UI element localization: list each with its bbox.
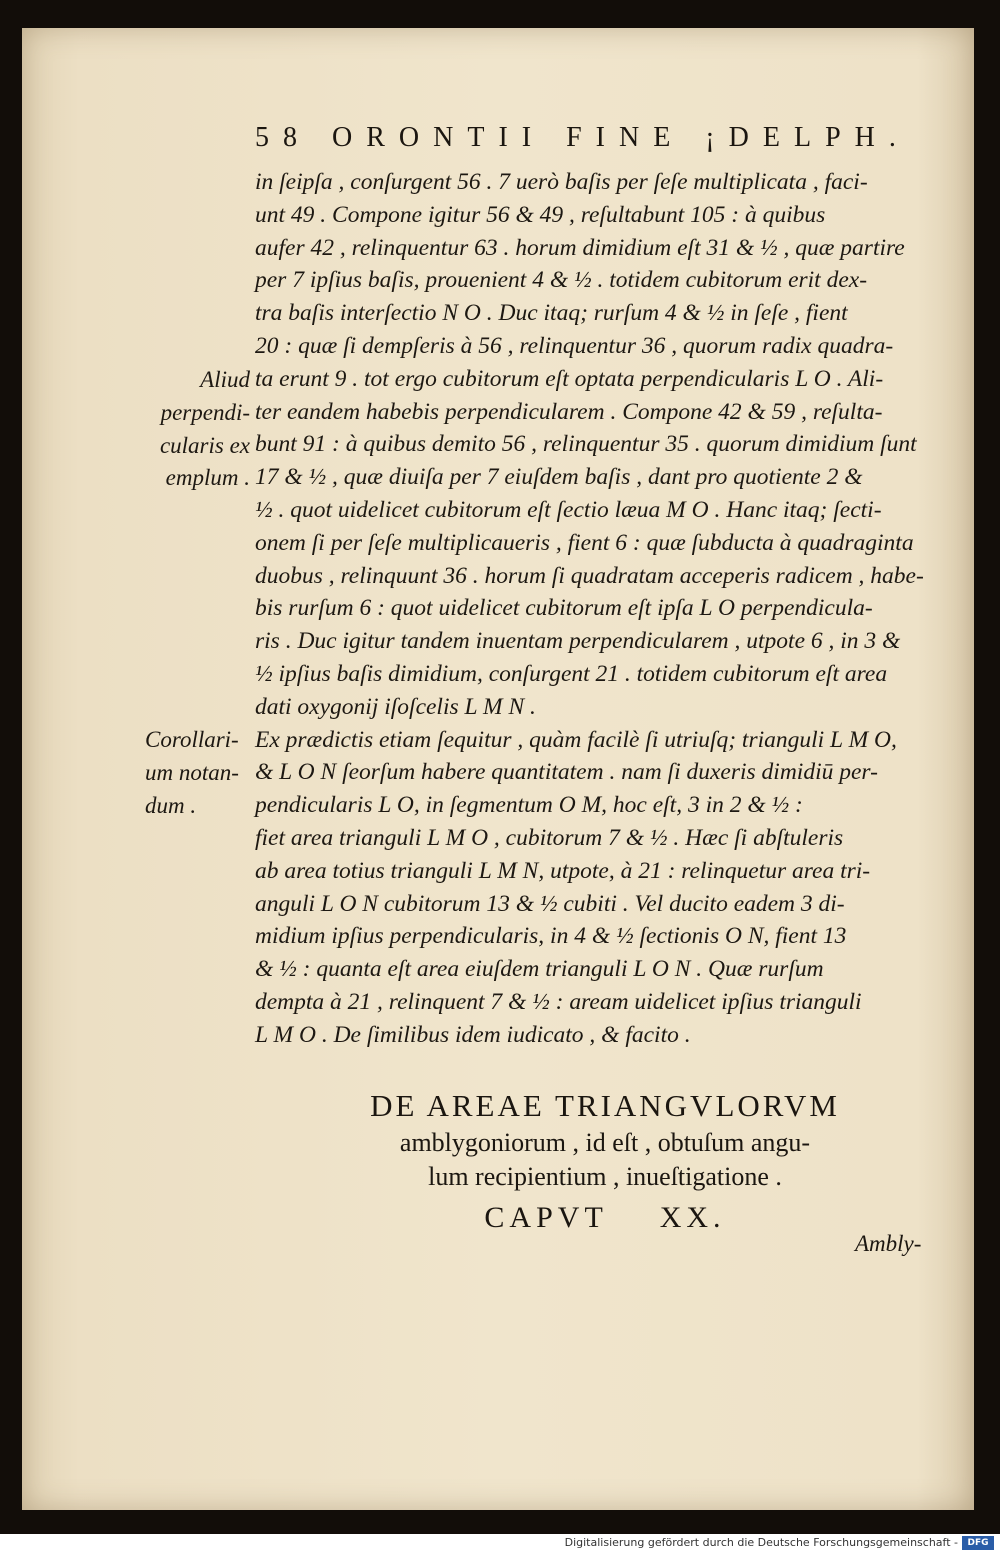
- text-line: in ſeipſa , conſurgent 56 . 7 uerò baſis per ſeſe multiplicata , faci-: [255, 169, 868, 195]
- text-line: dempta à 21 , relinquent 7 & ½ : aream uidelicet ipſius trianguli: [255, 988, 862, 1015]
- chapter-heading: [255, 1086, 955, 1238]
- dfg-logo: DFG: [962, 1536, 994, 1550]
- text-line: bis rurſum 6 : quot uidelicet cubitorum eſt ipſa L O perpendicula-: [255, 595, 873, 622]
- margin-note-line: Corollari-: [145, 727, 239, 752]
- text-line: unt 49 . Compone igitur 56 & 49 , reſultabunt 105 : à quibus: [255, 201, 826, 228]
- running-head: 58 ORONTII FINE ¡DELPH.: [255, 122, 910, 153]
- margin-note-line: Aliud: [200, 367, 250, 392]
- text-line: bunt 91 : à quibus demito 56 , relinquentur 35 . quorum dimidium ſunt: [255, 431, 917, 458]
- margin-note-line: cularis ex: [159, 432, 250, 458]
- chapter-title-line-2: amblygoniorum , id eſt , obtuſum angu-: [399, 1128, 811, 1157]
- text-line: ta erunt 9 . tot ergo cubitorum eſt optata perpendicularis L O . Ali-: [255, 365, 884, 392]
- margin-note-line: um notan-: [145, 759, 239, 785]
- text-line: dati oxygonij iſoſcelis L M N .: [255, 693, 536, 720]
- text-line: 17 & ½ , quæ diuiſa per 7 eiuſdem baſis , dant pro quotiente 2 &: [255, 464, 863, 491]
- text-line: 20 : quæ ſi dempſeris à 56 , relinquentur 36 , quorum radix quadra-: [255, 332, 894, 359]
- chapter-number: CAPVT XX.: [484, 1201, 726, 1234]
- text-line: per 7 ipſius baſis, prouenient 4 & ½ . totidem cubitorum erit dex-: [255, 267, 868, 294]
- text-line: Ex prædictis etiam ſequitur , quàm facilè ſi utriuſq; trianguli L M O,: [255, 726, 897, 753]
- chapter-title-line-3: lum recipientium , inueſtigatione .: [428, 1162, 782, 1191]
- text-line: & L O N ſeorſum habere quantitatem . nam ſi duxeris dimidiū per-: [255, 759, 878, 786]
- text-line: & ½ : quanta eſt area eiuſdem trianguli L O N . Quæ rurſum: [255, 956, 824, 983]
- margin-note-line: dum .: [145, 792, 197, 818]
- text-line: aufer 42 , relinquentur 63 . horum dimidium eſt 31 & ½ , quæ partire: [255, 234, 905, 261]
- footer-credit: Digitalisierung gefördert durch die Deutsche Forschungsgemeinschaft -: [564, 1536, 958, 1549]
- text-line: anguli L O N cubitorum 13 & ½ cubiti . Vel ducito eadem 3 di-: [255, 890, 845, 917]
- text-line: ter eandem habebis perpendicularem . Compone 42 & 59 , reſulta-: [255, 398, 883, 425]
- text-line: fiet area trianguli L M O , cubitorum 7 & ½ . Hæc ſi abſtuleris: [255, 824, 844, 851]
- text-line: ab area totius trianguli L M N, utpote, à 21 : relinquetur area tri-: [255, 857, 871, 884]
- text-line: ½ . quot uidelicet cubitorum eſt ſectio læua M O . Hanc itaq; ſecti-: [255, 496, 882, 523]
- text-line: ½ ipſius baſis dimidium, conſurgent 21 . totidem cubitorum eſt area: [255, 660, 888, 687]
- text-line: midium ipſius perpendicularis, in 4 & ½ ſectionis O N, fient 13: [255, 923, 847, 950]
- chapter-title-line-1: DE AREAE TRIANGVLORVM: [370, 1088, 840, 1123]
- text-line: onem ſi per ſeſe multiplicaueris , fient 6 : quæ ſubducta à quadraginta: [255, 529, 914, 556]
- text-line: tra baſis interſectio N O . Duc itaq; rurſum 4 & ½ in ſeſe , fient: [255, 300, 848, 327]
- text-line: L M O . De ſimilibus idem iudicato , & facito .: [255, 1021, 691, 1048]
- catchword: Ambly-: [855, 1231, 922, 1256]
- text-line: duobus , relinquunt 36 . horum ſi quadratam acceperis radicem , habe-: [255, 562, 924, 589]
- margin-note-line: emplum .: [165, 465, 250, 491]
- text-line: pendicularis L O, in ſegmentum O M, hoc eſt, 3 in 2 & ½ :: [255, 792, 803, 819]
- margin-note-line: perpendi-: [160, 399, 250, 425]
- text-line: ris . Duc igitur tandem inuentam perpendicularem , utpote 6 , in 3 &: [255, 628, 901, 655]
- main-text-block: [255, 166, 955, 1052]
- margin-note-aliud: [145, 364, 250, 495]
- margin-note-corollarium: [145, 724, 255, 822]
